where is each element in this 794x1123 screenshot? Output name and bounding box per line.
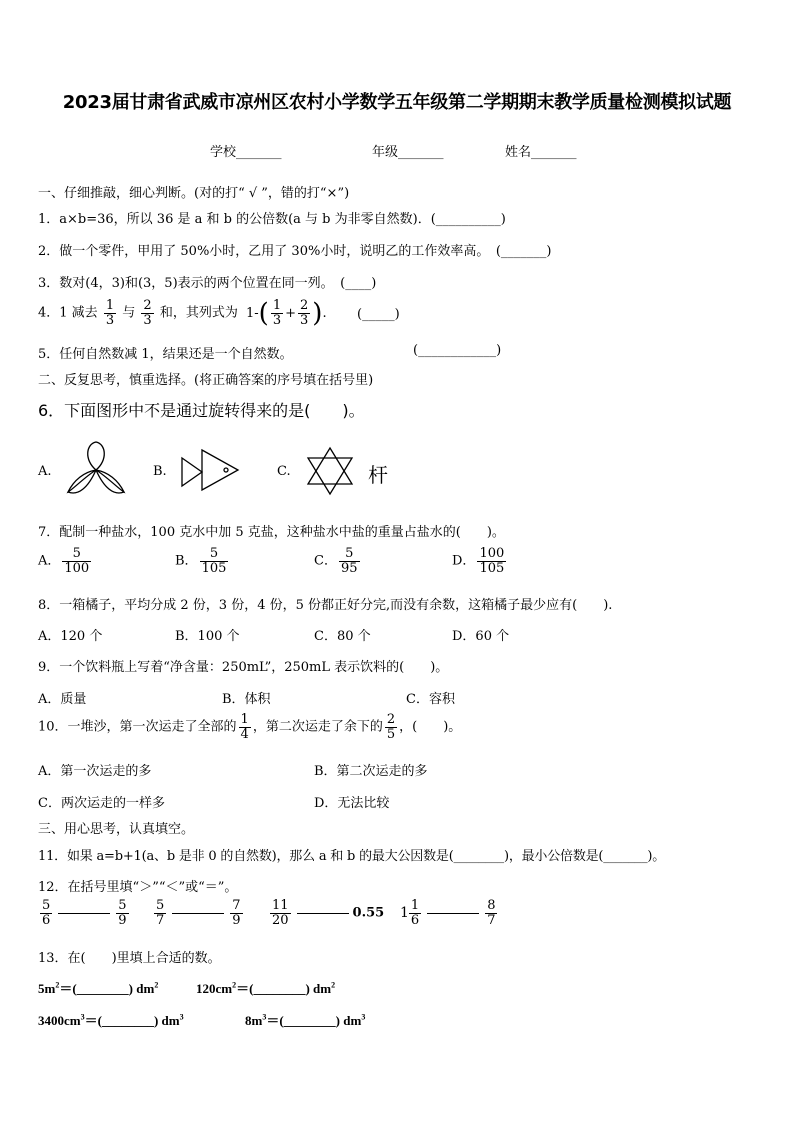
q10-option-b[interactable]: B．第二次运走的多 <box>314 764 428 779</box>
q13-item-1[interactable]: $5m^2=(\_\_\_\_\_\_\_\_)$ $dm^2$ <box>38 980 159 996</box>
question-10: 10．一堆沙，第一次运走了全部的 $\frac{1}{4}$ ，第二次运走了余下的 $\frac{2}{5}$ ，( )。 <box>38 712 462 742</box>
question-12: 12．在括号里填“＞”“＜”或“＝”。 <box>38 880 238 895</box>
q4-answer-blank[interactable]: (_____) <box>357 307 400 322</box>
q13-item-4[interactable]: $8m^3=(\_\_\_\_\_\_\_\_)$ $dm^3$ <box>245 1012 366 1028</box>
q12-blank-2[interactable] <box>172 913 224 914</box>
q7-option-a[interactable]: A． $\frac{5}{100}$ <box>38 546 90 576</box>
q12-compare-4: 1 $\frac{1}{6}$ $\frac{8}{7}$ <box>400 898 496 928</box>
q4-expression: 1-( $\frac{1}{3}$ + $\frac{2}{3}$ ). <box>245 297 327 328</box>
q6-character: 杆 <box>368 463 388 487</box>
question-2: 2．做一个零件，甲用了 50%小时，乙用了 30%小时，说明乙的工作效率高。 (_______) <box>38 244 552 259</box>
section-1-heading: 一、仔细推敲，细心判断。(对的打“ √ ”，错的打“×”) <box>38 186 350 201</box>
q12-blank-4[interactable] <box>427 913 479 914</box>
q5-answer-blank[interactable]: (____________) <box>413 343 502 358</box>
q13-item-3[interactable]: $3400cm^3=(\_\_\_\_\_\_\_\_)$ $dm^3$ <box>38 1012 184 1028</box>
school-field[interactable]: 学校_______ <box>210 145 282 160</box>
q4-fraction-2: $\frac{2}{3}$ <box>143 297 152 328</box>
q6-option-a-label: A. <box>38 464 52 479</box>
question-8: 8．一箱橘子，平均分成 2 份，3 份，4 份，5 份都正好分完,而没有余数，这箱橘子最少应有( ). <box>38 598 613 613</box>
page-title: 2023届甘肃省武威市凉州区农村小学数学五年级第二学期期末教学质量检测模拟试题 <box>62 92 732 113</box>
q9-option-a[interactable]: A．质量 <box>38 692 87 707</box>
q10-option-d[interactable]: D．无法比较 <box>314 796 390 811</box>
question-6: 6．下面图形中不是通过旋转得来的是( )。 <box>38 401 365 420</box>
question-9: 9．一个饮料瓶上写着“净含量：250mL”，250mL 表示饮料的( )。 <box>38 660 449 675</box>
q9-option-b[interactable]: B．体积 <box>222 692 271 707</box>
q4-text: 和，其列式为 <box>159 305 238 321</box>
q6-option-b-label: B. <box>153 464 167 479</box>
q12-blank-1[interactable] <box>58 913 110 914</box>
q7-option-d[interactable]: D． $\frac{100}{105}$ <box>452 546 505 576</box>
question-11: 11．如果 a=b+1(a、b 是非 0 的自然数)，那么 a 和 b 的最大公因数是(________)，最小公倍数是(_______)。 <box>38 849 666 864</box>
q12-compare-1: $\frac{5}{6}$ $\frac{5}{9}$ <box>42 898 127 928</box>
section-3-heading: 三、用心思考，认真填空。 <box>38 822 195 837</box>
question-1: 1．a×b=36，所以 36 是 a 和 b 的公倍数(a 与 b 为非零自然数)．(__________) <box>38 212 506 227</box>
star-of-david-icon <box>306 446 354 496</box>
question-5: 5．任何自然数减 1，结果还是一个自然数。 <box>38 347 293 362</box>
name-field[interactable]: 姓名_______ <box>505 145 577 160</box>
q6-option-c-label: C. <box>277 464 291 479</box>
fish-triangles-icon <box>180 448 240 492</box>
q12-compare-2: $\frac{5}{7}$ $\frac{7}{9}$ <box>156 898 241 928</box>
question-3: 3．数对(4，3)和(3，5)表示的两个位置在同一列。 (____) <box>38 276 377 291</box>
q8-option-c[interactable]: C．80 个 <box>314 629 371 644</box>
section-2-heading: 二、反复思考，慎重选择。(将正确答案的序号填在括号里) <box>38 373 374 388</box>
q8-option-b[interactable]: B．100 个 <box>175 629 240 644</box>
question-7: 7．配制一种盐水，100 克水中加 5 克盐，这种盐水中盐的重量占盐水的( )。 <box>38 525 505 540</box>
question-4 <box>38 298 327 328</box>
q12-blank-3[interactable] <box>297 913 349 914</box>
three-petal-figure-icon <box>64 440 128 496</box>
q12-compare-3: $\frac{11}{20}$ 0.55 <box>272 898 385 928</box>
q7-option-c[interactable]: C． $\frac{5}{95}$ <box>314 546 358 576</box>
grade-field[interactable]: 年级_______ <box>372 145 444 160</box>
q7-option-b[interactable]: B． $\frac{5}{105}$ <box>175 546 227 576</box>
q10-option-a[interactable]: A．第一次运走的多 <box>38 764 152 779</box>
q4-text: 4．1 减去 <box>38 305 98 321</box>
question-13: 13．在( )里填上合适的数。 <box>38 951 221 966</box>
q4-text: 与 <box>122 305 136 321</box>
q8-option-d[interactable]: D．60 个 <box>452 629 510 644</box>
q13-item-2[interactable]: $120cm^2=(\_\_\_\_\_\_\_\_)$ $dm^2$ <box>196 980 336 996</box>
q10-option-c[interactable]: C．两次运走的一样多 <box>38 796 165 811</box>
q4-fraction-1: $\frac{1}{3}$ <box>105 297 115 328</box>
q9-option-c[interactable]: C．容积 <box>406 692 455 707</box>
q8-option-a[interactable]: A．120 个 <box>38 629 103 644</box>
